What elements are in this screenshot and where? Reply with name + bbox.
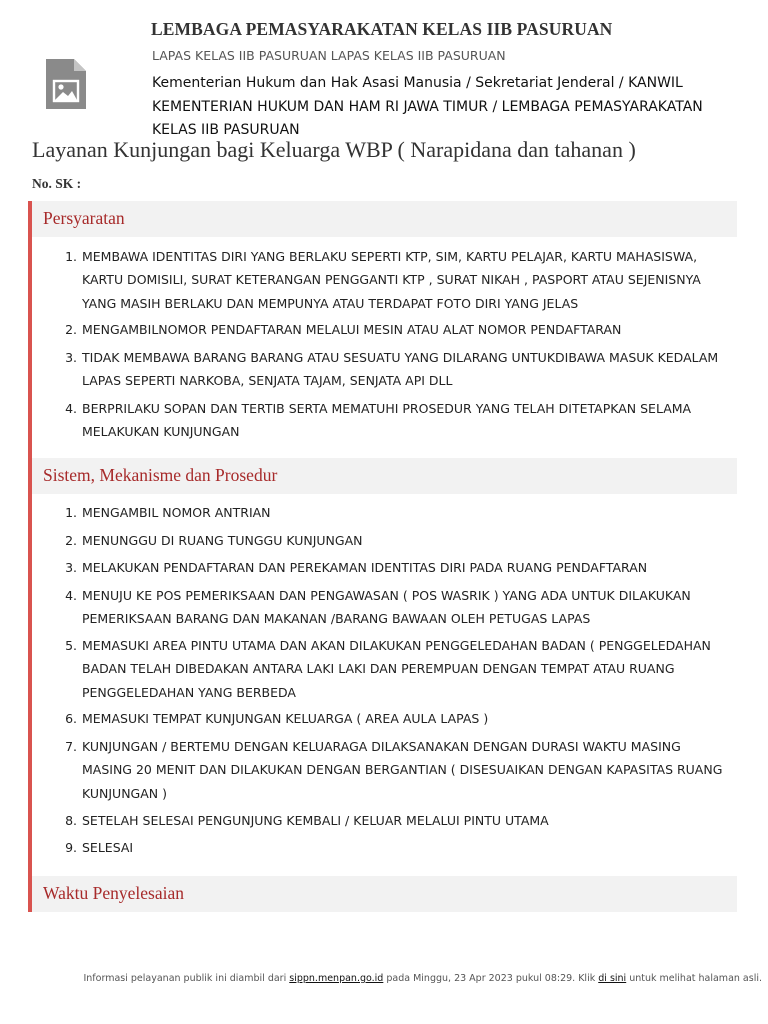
section-heading-prosedur: Sistem, Mekanisme dan Prosedur: [32, 458, 737, 494]
footer-suffix: untuk melihat halaman asli.: [629, 973, 762, 984]
service-content: Persyaratan 1. MEMBAWA IDENTITAS DIRI YANG BERLAKU SEPERTI KTP, SIM, KARTU PELAJAR, KARTU MAHASISWA, KARTU DOMISILI, SURAT KETERANGAN PENGGANTI KTP , SURAT NIKAH , PASPORT ATAU SEJENISNYA YANG MASIH BERLAKU DAN MEMPUNYA ATAU TERDAPAT FOTO DIRI YANG JELAS 2. MENGAMBILNOMOR PENDAFTARAN MELALUI MESIN ATAU ALAT NOMOR PENDAFTARAN 3. TIDAK MEMBAWA BARANG BARANG ATAU SESUATU YANG DILARANG UNTUKDIBAWA MASUK KEDALAM LAPAS SEPERTI NARKOBA, SENJATA TAJAM, SENJATA API DLL 4. BERPRILAKU SOPAN DAN TERTIB SERTA MEMATUHI PROSEDUR YANG TELAH DITETAPKAN SELAMA MELAKUKAN KUNJUNGAN Sistem, Mekanisme dan Prosedur 1. MENGAMBIL NOMOR ANTRIAN 2. MENUNGGU DI RUANG TUNGGU KUNJUNGAN 3. MELAKUKAN PENDAFTARAN DAN PEREKAMAN IDENTITAS DIRI PADA RUANG PENDAFTARAN 4. MENUJU KE POS PEMERIKSAAN DAN PENGAWASAN ( POS WASRIK ) YANG ADA UNTUK DILAKUKAN PEMERIKSAAN BARANG DAN MAKANAN /BARANG BAWAAN OLEH PETUGAS LAPAS 5. MEMASUKI AREA PINTU UTAMA DAN AKAN DILAKUKAN PENGGELEDAHAN BADAN ( PENGGELEDAHAN BADAN TELAH DIBEDAKAN ANTARA LAKI LAKI DAN PEREMPUAN DENGAN TEMPAT ATAU RUANG PENGGELEDAHAN YANG BERBEDA 6. MEMASUKI TEMPAT KUNJUNGAN KELUARGA ( AREA AULA LAPAS ) 7. KUNJUNGAN / BERTEMU DENGAN KELUARAGA DILAKSANAKAN DENGAN DURASI WAKTU MASING MASING 20 MENIT DAN DILAKUKAN DENGAN BERGANTIAN ( DISESUAIKAN DENGAN KAPASITAS RUANG KUNJUNGAN ) 8. SETELAH SELESAI PENGUNJUNG KEMBALI / KELUAR MELALUI PINTU UTAMA 9. SELESAI Waktu Penyelesaian: [28, 201, 741, 912]
section-heading-waktu: Waktu Penyelesaian: [32, 876, 737, 912]
footer-middle: pada Minggu, 23 Apr 2023 pukul 08:29. Klik: [386, 973, 596, 984]
footer-note: [0, 973, 762, 984]
org-subtitle: LAPAS KELAS IIB PASURUAN LAPAS KELAS IIB PASURUAN: [152, 48, 506, 63]
sk-number: [32, 176, 85, 192]
original-page-link[interactable]: di sini: [598, 973, 627, 984]
image-placeholder-icon: [44, 57, 88, 111]
org-name: LEMBAGA PEMASYARAKATAN KELAS IIB PASURUAN: [151, 19, 613, 39]
section-heading-persyaratan: Persyaratan: [32, 201, 737, 237]
source-link[interactable]: sippn.menpan.go.id: [289, 973, 384, 984]
page-title: Layanan Kunjungan bagi Keluarga WBP ( Narapidana dan tahanan ): [32, 137, 636, 162]
org-breadcrumb: Kementerian Hukum dan Hak Asasi Manusia / Sekretariat Jenderal / KANWIL KEMENTERIAN HUKUM DAN HAM RI JAWA TIMUR / LEMBAGA PEMASYARAKATAN KELAS IIB PASURUAN: [152, 75, 703, 138]
footer-prefix: Informasi pelayanan publik ini diambil dari: [83, 973, 287, 984]
sk-label: No. SK :: [32, 176, 82, 191]
